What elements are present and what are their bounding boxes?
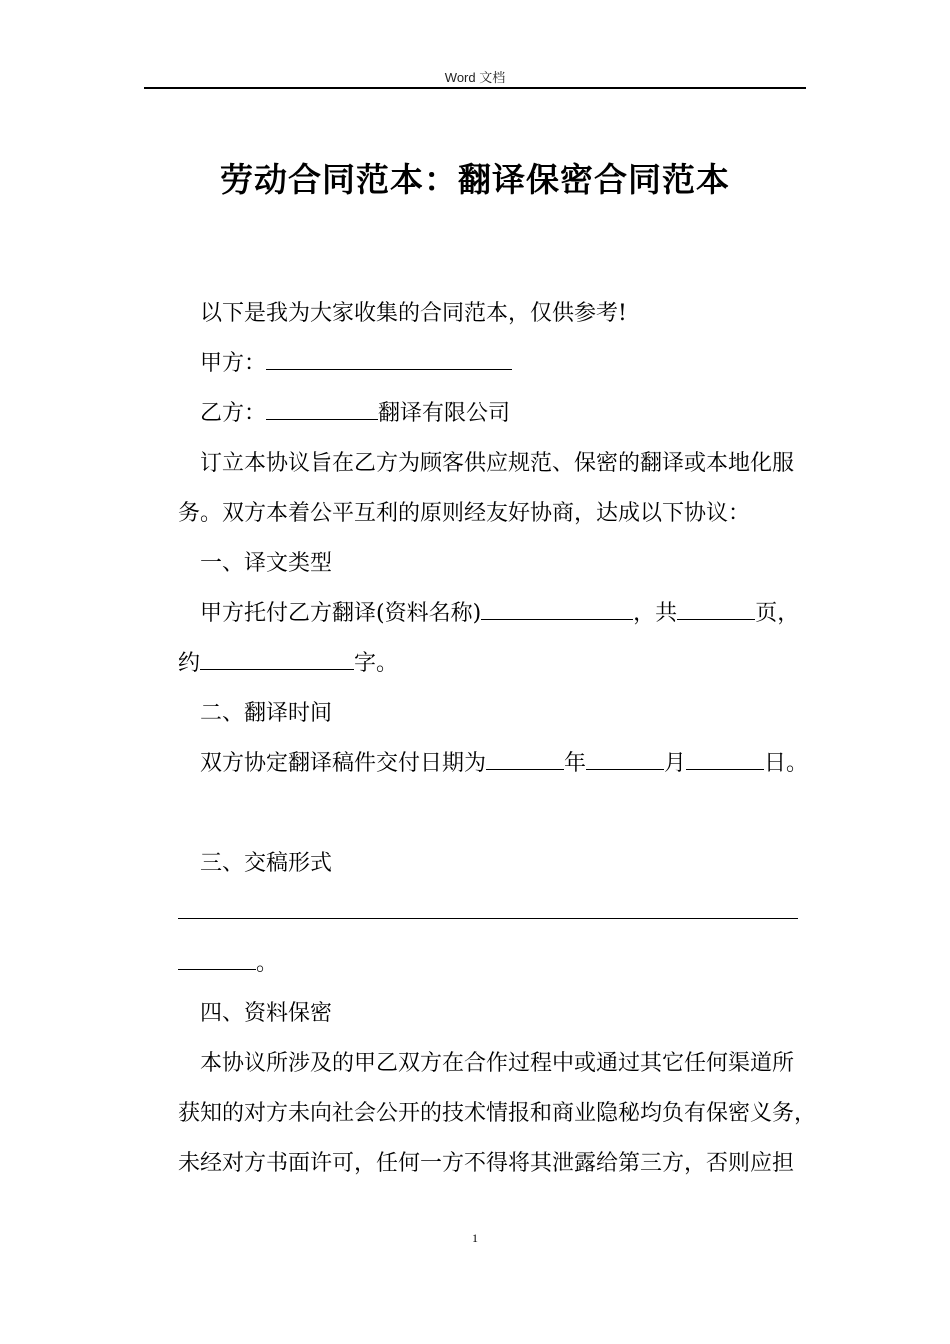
year-blank xyxy=(486,747,564,770)
material-name-label: 甲方托付乙方翻译(资料名称) xyxy=(200,601,482,626)
delivery-form-blank-2 xyxy=(178,947,256,970)
section-3-line-2 xyxy=(178,946,278,977)
section-1-line-1 xyxy=(200,596,799,627)
party-b-suffix: 翻译有限公司 xyxy=(378,401,511,426)
pages-unit: 页， xyxy=(755,601,800,626)
delivery-form-blank-1 xyxy=(178,896,798,919)
words-label: 约 xyxy=(178,651,201,676)
party-a-line xyxy=(200,346,512,377)
words-unit: 字。 xyxy=(354,651,399,676)
section-1-line-2 xyxy=(178,646,398,677)
month-blank xyxy=(586,747,664,770)
page-number: 1 xyxy=(472,1231,478,1245)
section-1-title: 一、译文类型 xyxy=(200,551,333,576)
preamble-line-1: 订立本协议旨在乙方为顾客供应规范、保密的翻译或本地化服 xyxy=(200,451,795,476)
delivery-date-label: 双方协定翻译稿件交付日期为 xyxy=(200,751,487,776)
section-2-line xyxy=(200,746,808,777)
section-4-title: 四、资料保密 xyxy=(200,1001,333,1026)
party-a-blank xyxy=(266,347,512,370)
day-unit: 日。 xyxy=(764,751,809,776)
preamble-line-2: 务。双方本着公平互利的原则经友好协商，达成以下协议： xyxy=(178,501,751,526)
section-4-line-1: 本协议所涉及的甲乙双方在合作过程中或通过其它任何渠道所 xyxy=(200,1051,795,1076)
month-unit: 月 xyxy=(664,751,687,776)
intro-line: 以下是我为大家收集的合同范本，仅供参考! xyxy=(200,301,627,326)
section-4-line-2: 获知的对方未向社会公开的技术情报和商业隐秘均负有保密义务， xyxy=(178,1101,817,1126)
page-header: Word 文档 xyxy=(444,70,506,85)
party-b-blank xyxy=(266,397,378,420)
words-blank xyxy=(200,647,354,670)
header-rule xyxy=(144,87,806,89)
section-4-line-3: 未经对方书面许可，任何一方不得将其泄露给第三方，否则应担 xyxy=(178,1151,795,1176)
document-title: 劳动合同范本：翻译保密合同范本 xyxy=(220,160,730,199)
section-3-line-1 xyxy=(178,896,798,925)
pages-blank xyxy=(677,597,755,620)
party-a-label: 甲方： xyxy=(200,351,267,376)
party-b-line xyxy=(200,396,510,427)
pages-label: ，共 xyxy=(633,601,678,626)
section-3-end: 。 xyxy=(256,951,279,976)
year-unit: 年 xyxy=(564,751,587,776)
section-2-title: 二、翻译时间 xyxy=(200,701,333,726)
party-b-label: 乙方： xyxy=(200,401,267,426)
material-name-blank xyxy=(481,597,633,620)
section-3-title: 三、交稿形式 xyxy=(200,851,333,876)
day-blank xyxy=(686,747,764,770)
